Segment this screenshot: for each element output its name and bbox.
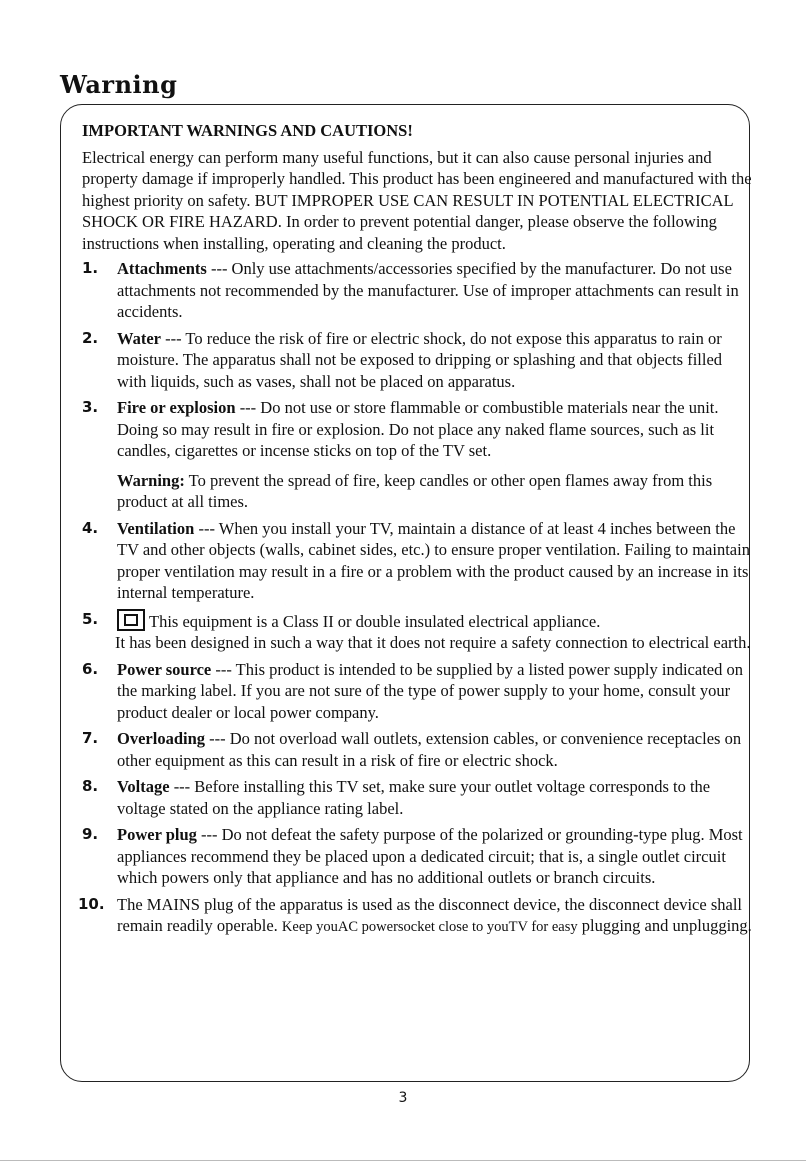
item-text: --- When you install your TV, maintain a distance of at least 4 inches between the TV and other objects (walls, cabinet sides, etc.) to ensure proper ventilation. Failing to maintain proper ventilation may result in a fire or a problem with the product caused by an increase in its internal temperature. [117, 518, 750, 602]
item-number: 4. [82, 518, 99, 537]
item-term: Fire or explosion [117, 398, 236, 417]
item-number: 5. [82, 609, 99, 628]
page-bottom-rule [0, 1160, 806, 1161]
list-item [82, 328, 752, 393]
item-term: Water [117, 328, 161, 348]
page-number: 3 [398, 1090, 408, 1106]
list-item [78, 894, 752, 939]
item-text: --- Do not overload wall outlets, extension cables, or convenience receptacles on other equipment as this can result in a risk of fire or electric shock. [117, 729, 742, 770]
double-square-class-ii-icon [117, 609, 145, 631]
item-term: Power plug [117, 825, 197, 844]
list-item [82, 518, 752, 604]
item-number: 3. [82, 398, 99, 416]
list-item [82, 258, 752, 323]
list-item [82, 397, 752, 513]
item-number: 8. [82, 777, 99, 795]
item-text: --- Do not use or store flammable or combustible materials near the unit. Doing so may result in fire or explosion. Do not place any naked flame sources, such as lit candles, cigarettes or incense sticks on top of the TV set. [117, 398, 719, 460]
list-item [82, 776, 752, 819]
item-term: Attachments [117, 259, 207, 278]
item-text: This equipment is a Class II or double insulated electrical appliance. [149, 611, 601, 631]
note-term: Warning: [117, 470, 185, 490]
note-text: To prevent the spread of fire, keep candles or other open flames away from this product at all times. [117, 470, 713, 511]
item-text-continued: It has been designed in such a way that it does not require a safety connection to electrical earth. [115, 633, 751, 652]
item-number: 10. [78, 894, 105, 913]
item-text-small: Keep youAC powersocket close to youTV for easy [281, 919, 578, 935]
list-item [82, 728, 752, 771]
item-number: 9. [82, 825, 99, 843]
list-item [82, 824, 752, 889]
item-text: The MAINS plug of the apparatus is used as the disconnect device, the disconnect device shall remain readily operable. [117, 894, 742, 935]
item-number: 1. [82, 259, 99, 277]
fire-warning-note [117, 470, 752, 513]
item-number: 7. [82, 729, 99, 747]
class-ii-line [117, 609, 752, 633]
item-term: Voltage [117, 777, 170, 796]
item-text: --- Do not defeat the safety purpose of the polarized or grounding-type plug. Most appliances recommend they be placed upon a dedicated circuit; that is, a single outlet circuit which powers only that appliance and has no additional outlets or branch circuits. [117, 825, 743, 887]
intro-paragraph: Electrical energy can perform many useful functions, but it can also cause personal injuries and property damage if improperly handled. This product has been engineered and manufactured with the highest priority on safety. BUT IMPROPER USE CAN RESULT IN POTENTIAL ELECTRICAL SHOCK OR FIRE HAZARD. In order to prevent potential danger, please observe the following instructions when installing, operating and cleaning the product. [82, 147, 752, 253]
list-item [82, 659, 752, 724]
warning-box-content [78, 120, 752, 944]
warnings-list [78, 258, 752, 939]
item-term: Overloading [117, 729, 206, 748]
item-term: Power source [117, 659, 212, 679]
item-text: --- This product is intended to be supplied by a listed power supply indicated on the marking label. If you are not sure of the type of power supply to your home, consult your product dealer or local power company. [117, 659, 743, 722]
page-title: Warning [60, 70, 178, 99]
item-text: --- Before installing this TV set, make sure your outlet voltage corresponds to the voltage stated on the appliance rating label. [117, 777, 711, 818]
item-number: 6. [82, 659, 99, 678]
item-number: 2. [82, 328, 99, 347]
item-text: --- To reduce the risk of fire or electric shock, do not expose this apparatus to rain or moisture. The apparatus shall not be exposed to dripping or splashing and that objects filled with liquids, such as vases, shall not be placed on apparatus. [117, 328, 723, 391]
item-term: Ventilation [117, 518, 195, 538]
warnings-heading: IMPORTANT WARNINGS AND CAUTIONS! [82, 121, 413, 140]
item-text-end: plugging and unplugging. [577, 916, 752, 935]
item-text: --- Only use attachments/accessories specified by the manufacturer. Do not use attachments not recommended by the manufacturer. Use of improper attachments can result in accidents. [117, 259, 739, 321]
list-item [82, 609, 752, 654]
